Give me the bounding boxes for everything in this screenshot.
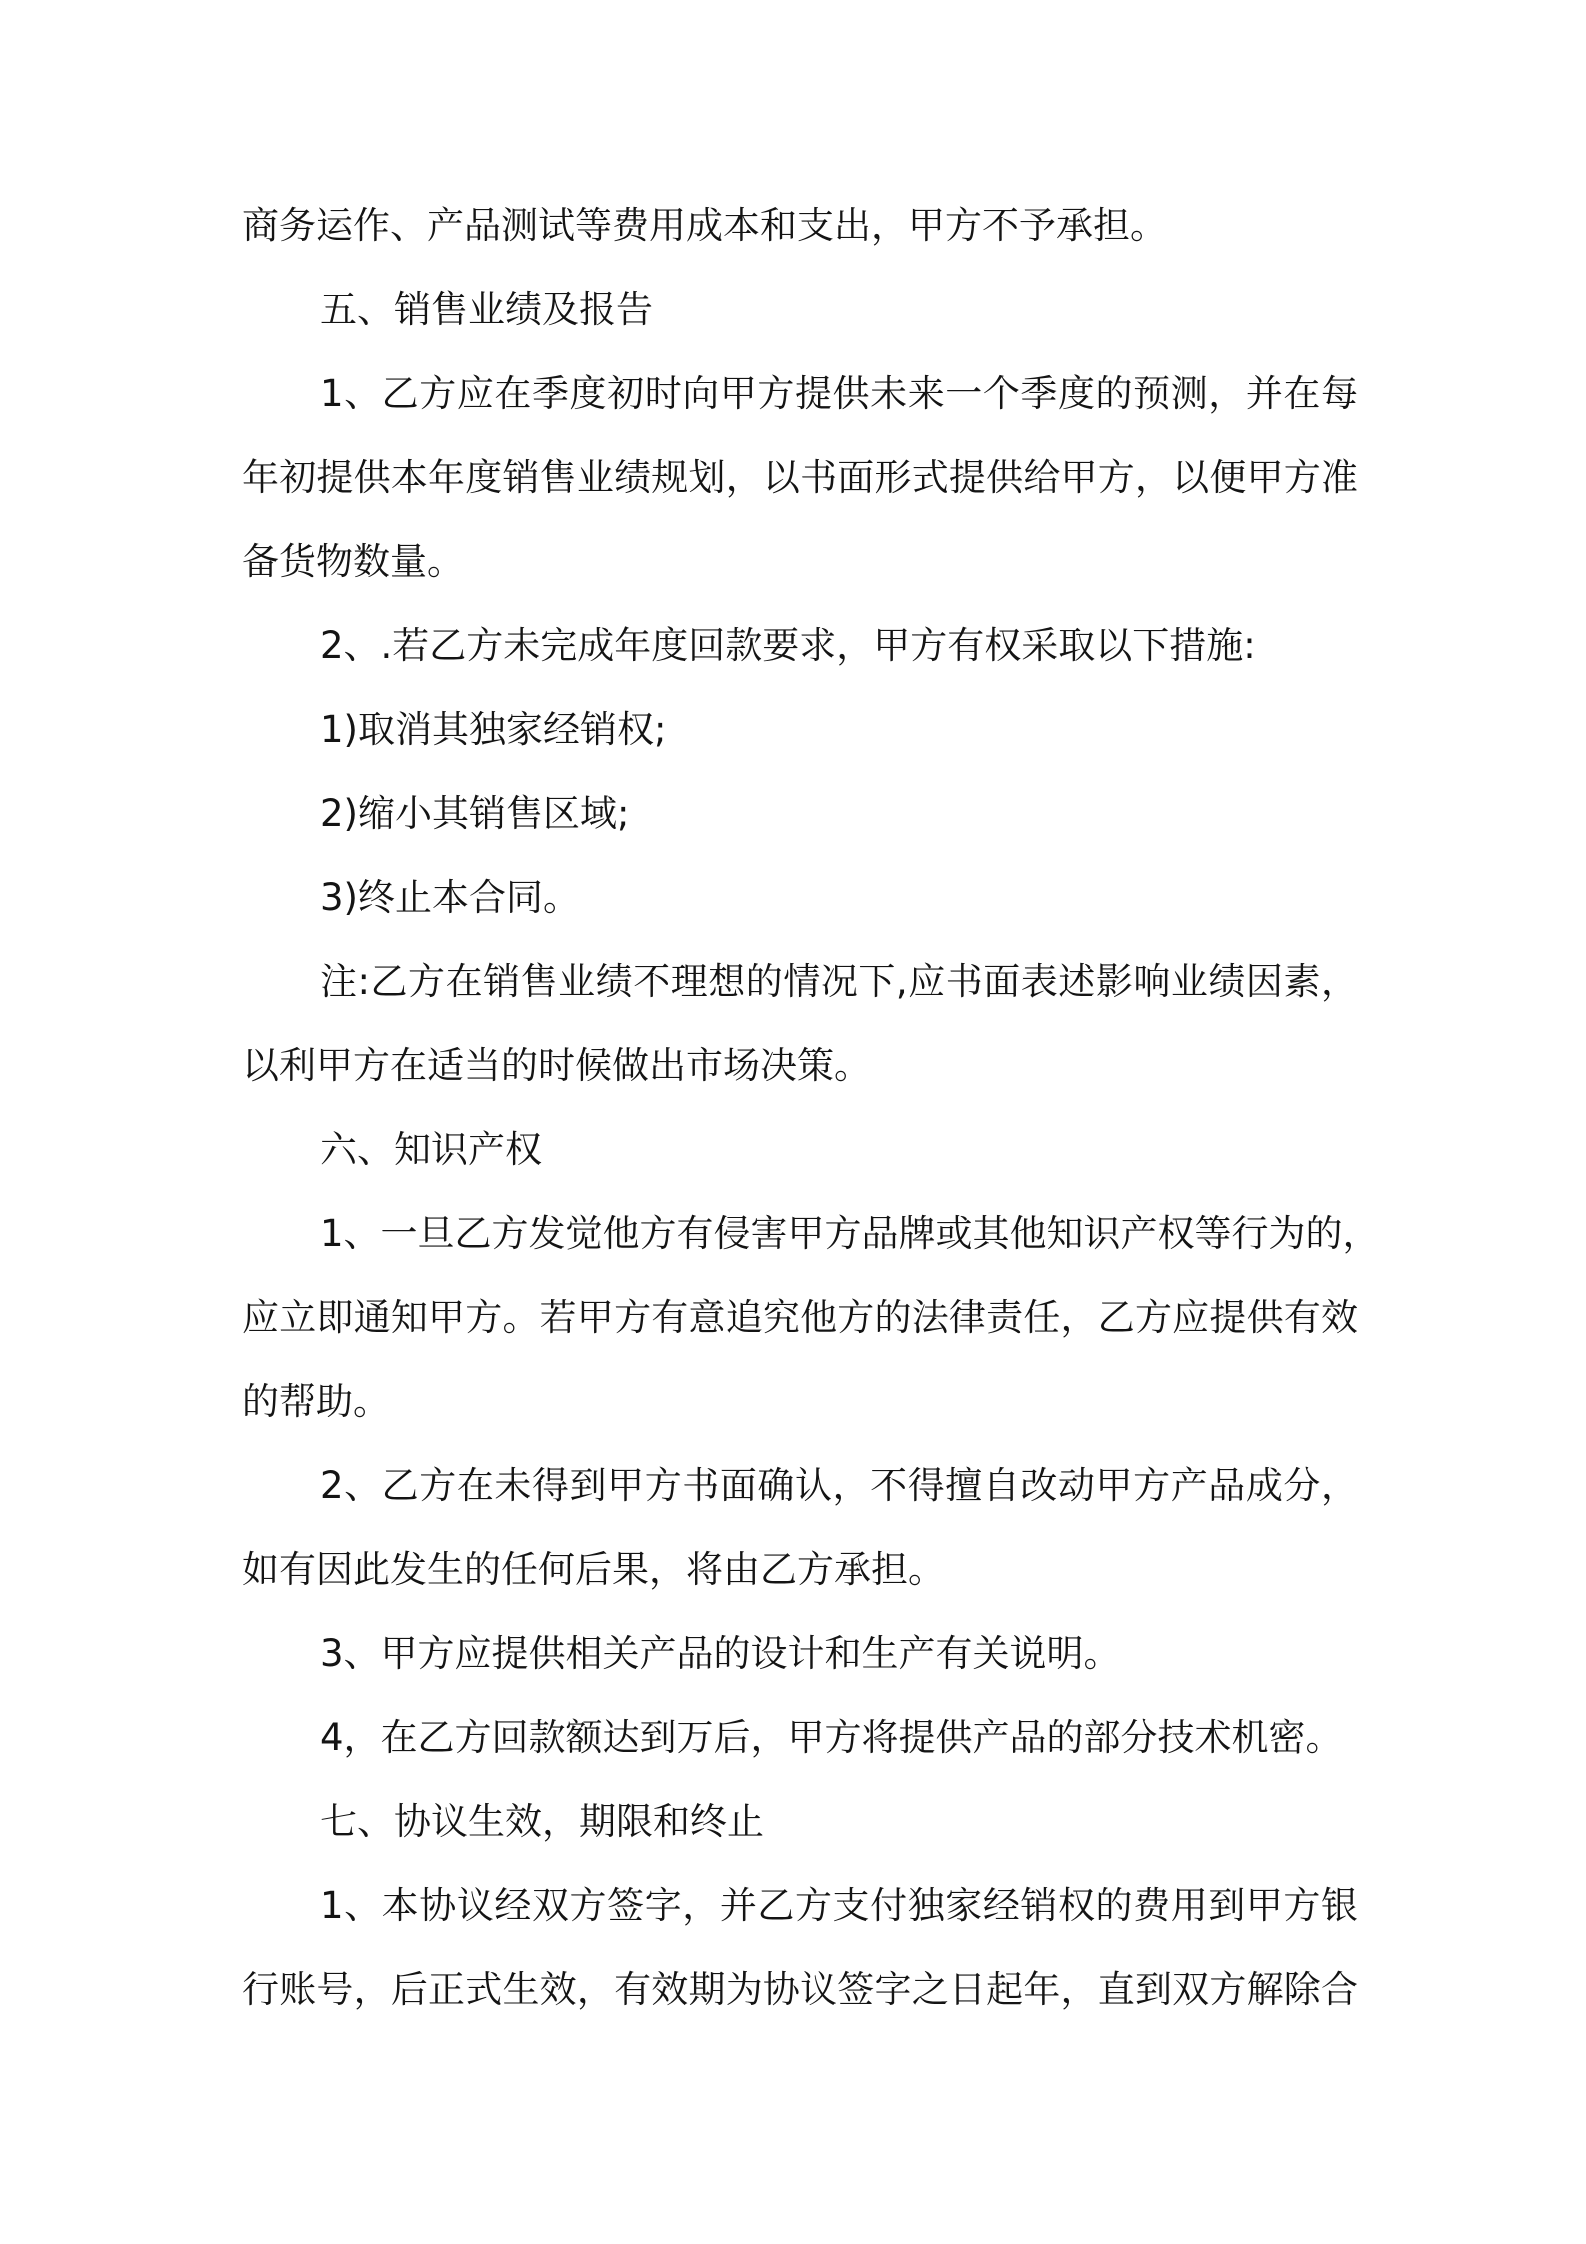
- paragraph-line: 应立即通知甲方。若甲方有意追究他方的法律责任，乙方应提供有效: [242, 1296, 1358, 1339]
- clause-product-documentation: [242, 1612, 1358, 1696]
- paragraph-line: 1、一旦乙方发觉他方有侵害甲方品牌或其他知识产权等行为的，: [320, 1212, 1380, 1255]
- list-item: [242, 688, 1358, 772]
- paragraph-line: 备货物数量。: [242, 540, 464, 583]
- heading-line: 五、销售业绩及报告: [320, 288, 653, 331]
- clause-sales-forecast: [242, 352, 1358, 604]
- section-heading-intellectual-property: [242, 1108, 1358, 1192]
- section-heading-effectiveness-term: [242, 1780, 1358, 1864]
- paragraph-line: 如有因此发生的任何后果，将由乙方承担。: [242, 1548, 945, 1591]
- paragraph-line: 4，在乙方回款额达到万后，甲方将提供产品的部分技术机密。: [320, 1716, 1343, 1759]
- paragraph-line: 2、.若乙方未完成年度回款要求，甲方有权采取以下措施:: [320, 624, 1256, 667]
- heading-line: 七、协议生效，期限和终止: [320, 1800, 764, 1843]
- clause-agreement-effective: [242, 1864, 1358, 2032]
- list-item: [242, 772, 1358, 856]
- paragraph-line: 以利甲方在适当的时候做出市场决策。: [242, 1044, 871, 1087]
- paragraph-line: 商务运作、产品测试等费用成本和支出，甲方不予承担。: [242, 204, 1167, 247]
- note-paragraph: [242, 940, 1358, 1108]
- paragraph-line: 注:乙方在销售业绩不理想的情况下,应书面表述影响业绩因素，: [320, 960, 1358, 1003]
- document-body: [242, 184, 1380, 2032]
- clause-technical-secrets: [242, 1696, 1358, 1780]
- paragraph-line: 3、甲方应提供相关产品的设计和生产有关说明。: [320, 1632, 1121, 1675]
- paragraph-continuation: [242, 184, 1358, 268]
- heading-line: 六、知识产权: [320, 1128, 542, 1171]
- clause-product-modification: [242, 1444, 1358, 1612]
- paragraph-line: 1、本协议经双方签字，并乙方支付独家经销权的费用到甲方银: [320, 1884, 1358, 1927]
- list-item: [242, 856, 1358, 940]
- paragraph-line: 行账号，后正式生效，有效期为协议签字之日起年，直到双方解除合: [242, 1968, 1358, 2011]
- section-heading-sales-performance: [242, 268, 1358, 352]
- paragraph-line: 年初提供本年度销售业绩规划，以书面形式提供给甲方，以便甲方准: [242, 456, 1358, 499]
- list-item-line: 2)缩小其销售区域;: [320, 792, 630, 835]
- paragraph-line: 的帮助。: [242, 1380, 390, 1423]
- list-item-line: 3)终止本合同。: [320, 876, 580, 919]
- list-item-line: 1)取消其独家经销权;: [320, 708, 667, 751]
- clause-infringement-notice: [242, 1192, 1380, 1444]
- clause-payment-requirement: [242, 604, 1358, 688]
- paragraph-line: 2、乙方在未得到甲方书面确认，不得擅自改动甲方产品成分，: [320, 1464, 1358, 1507]
- paragraph-line: 1、乙方应在季度初时向甲方提供未来一个季度的预测，并在每: [320, 372, 1358, 415]
